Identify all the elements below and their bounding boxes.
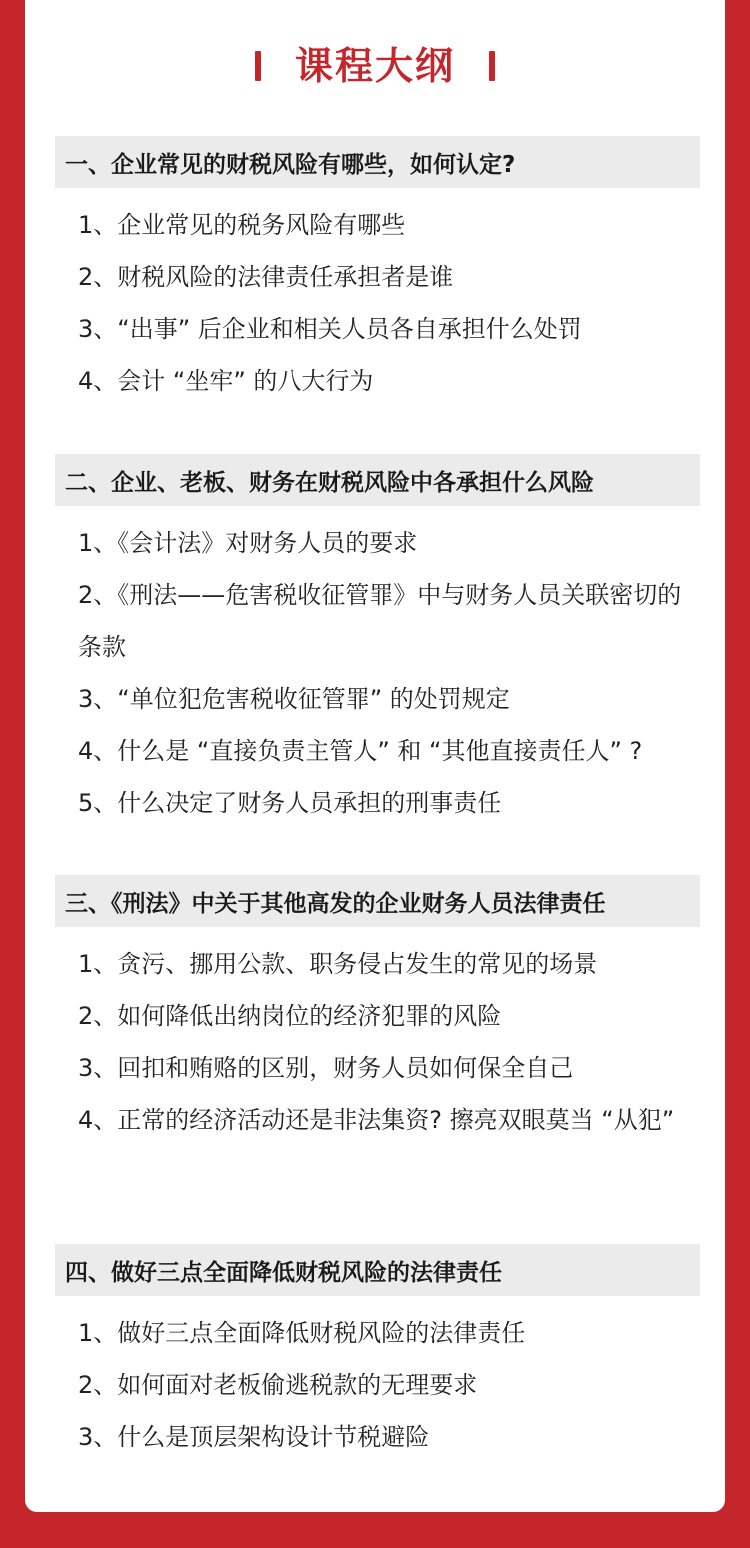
list-item: 2、财税风险的法律责任承担者是谁 (78, 263, 454, 291)
list-item: 5、什么决定了财务人员承担的刑事责任 (78, 789, 502, 817)
list-item: 3、什么是顶层架构设计节税避险 (78, 1423, 430, 1451)
list-item: 3、“出事” 后企业和相关人员各自承担什么处罚 (78, 315, 582, 343)
list-item: 2、如何面对老板偷逃税款的无理要求 (78, 1371, 478, 1399)
section-3 (55, 875, 700, 1146)
section-4 (55, 1244, 700, 1463)
list-item: 4、会计 “坐牢” 的八大行为 (78, 367, 374, 395)
list-item: 1、企业常见的税务风险有哪些 (78, 211, 406, 239)
list-item: 1、《会计法》对财务人员的要求 (78, 529, 418, 557)
list-item: 1、贪污、挪用公款、职务侵占发生的常见的场景 (78, 950, 598, 978)
list-item: 3、“单位犯危害税收征管罪” 的处罚规定 (78, 685, 510, 713)
title-right-bar (489, 51, 495, 81)
outline-card (25, 0, 725, 1512)
title-row (25, 36, 725, 96)
list-item: 1、做好三点全面降低财税风险的法律责任 (78, 1319, 526, 1347)
title-left-bar (255, 51, 261, 81)
section-items (55, 1296, 700, 1463)
section-items (55, 506, 700, 829)
page-title: 课程大纲 (294, 44, 455, 88)
list-item: 2、《刑法——危害税收征管罪》中与财务人员关联密切的条款 (78, 581, 682, 661)
list-item: 3、回扣和贿赂的区别，财务人员如何保全自己 (78, 1054, 574, 1082)
section-items (55, 927, 700, 1146)
section-1 (55, 136, 700, 407)
list-item: 2、如何降低出纳岗位的经济犯罪的风险 (78, 1002, 502, 1030)
section-heading: 三、《刑法》中关于其他高发的企业财务人员法律责任 (55, 875, 700, 927)
list-item: 4、什么是 “直接负责主管人” 和 “其他直接责任人” ? (78, 737, 643, 765)
section-heading: 二、企业、老板、财务在财税风险中各承担什么风险 (55, 454, 700, 506)
section-heading: 一、企业常见的财税风险有哪些，如何认定? (55, 136, 700, 188)
list-item: 4、正常的经济活动还是非法集资? 擦亮双眼莫当 “从犯” (78, 1106, 675, 1134)
section-items (55, 188, 700, 407)
section-2 (55, 454, 700, 829)
section-heading: 四、做好三点全面降低财税风险的法律责任 (55, 1244, 700, 1296)
